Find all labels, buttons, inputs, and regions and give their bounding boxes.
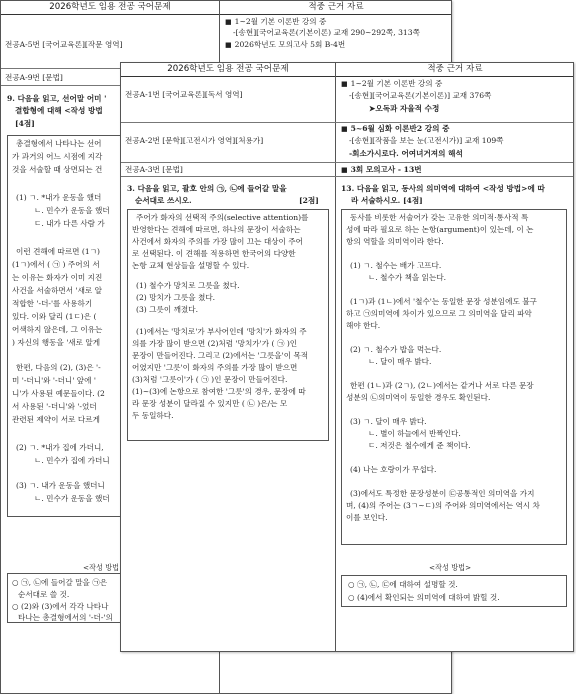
front-row-a1-label: 전공A-1번 [국어교육론][독서 영역]	[125, 90, 243, 99]
front-row-a3-label: 전공A-3번 [문법]	[125, 165, 183, 174]
front-q13-passage-line: (1ㄱ)과 (1ㄴ)에서 '철수'는 동일한 문장 성분임에도 불구	[350, 297, 537, 306]
front-row-a3-source-1: ■ 3회 모의고사 - 13번	[341, 164, 422, 175]
front-q13-line-2: 라 서술하시오. [4점]	[351, 196, 423, 205]
back-passage-line: 총결형에서 나타나는 선어	[16, 139, 102, 148]
front-q3-example: (1) 철수가 망치로 그릇을 쳤다.	[136, 281, 240, 290]
back-method-line: 타나는 총결형에서의 '-더-'의	[18, 613, 113, 622]
back-passage-example: (3) ㄱ. 내가 운동을 했더니	[16, 481, 105, 490]
front-q3-passage-line: (1)~(3)에 논항으로 참여한 '그릇'의 경우, 문장에 따	[132, 387, 306, 396]
front-q3-example: (2) 망치가 그릇을 쳤다.	[136, 293, 216, 302]
front-row-a3	[121, 163, 574, 177]
back-passage-line: 적합한 '-더-'를 사용하기	[12, 299, 93, 308]
back-passage-example: ㄴ. 민수가 집에 가더니	[34, 456, 110, 465]
back-passage-example: ㄷ. 내가 다른 사람 가	[34, 219, 105, 228]
back-passage-line: 관련된 제약이 서로 다르게	[12, 415, 100, 424]
back-passage-example: ㄴ. 민수가 운동을 했더	[34, 494, 110, 503]
back-method-line: ○ (2)와 (3)에서 각각 나타나	[12, 602, 109, 611]
front-document-page	[120, 62, 574, 652]
front-q3-line-2: 순서대로 쓰시오.	[135, 196, 192, 205]
back-q9-line-2: 결합형에 대해 <작성 방법	[15, 106, 103, 115]
back-passage-line: 미 '-더니'와 '-더니' 앞에 '	[12, 376, 96, 385]
front-q3-passage-line: (1)에서는 '망치로'가 부사어인데 '망치'가 화자의 주	[136, 327, 307, 336]
back-passage-line: 사건을 서술하면서 '새로 알	[12, 286, 103, 295]
front-method-line: ○ (4)에서 확인되는 의미역에 대하여 밝힐 것.	[348, 593, 500, 602]
back-row-a5	[1, 15, 452, 69]
front-q3-passage-line: 로 선택된다. 이 견해를 적용하면 한국어의 다양한	[132, 249, 296, 258]
front-row-a1-source-2: -[송현][국어교육론(기본이론)] 교재 376쪽	[349, 91, 492, 100]
front-q3-passage-line: 사건에서 화자의 주의를 가장 많이 끄는 대상이 주어	[132, 237, 303, 246]
front-q3-passage-line: 반영한다는 견해에 따르면, 하나의 문장이 서술하는	[132, 225, 301, 234]
back-method-line: ○ ㉠, ㉡에 들어갈 말을 ㉠은	[12, 578, 108, 587]
front-q3-passage-line: 문장이 만들어진다. 그리고 (2)에서는 '그릇을'이 목적	[132, 351, 309, 360]
front-q3-passage-line: 의를 가장 많이 받으면 (2)처럼 '망치가'가 ( ㉠ )인	[132, 339, 298, 348]
back-row-a9-label: 전공A-9번 [문법]	[5, 73, 63, 82]
back-row-a5-label: 전공A-5번 [국어교육론][작문 영역]	[5, 40, 123, 49]
back-passage-line: 한편, 다음의 (2), (3)은 '-	[16, 363, 101, 372]
back-q9-line-1: 9. 다음을 읽고, 선어말 어미 '	[7, 94, 107, 103]
back-row-a5-source-1: ■ 1~2월 기본 이론반 강의 중	[225, 16, 326, 27]
back-passage-line: 서 사용된 '-더니'와 '-었더	[12, 402, 97, 411]
front-q13-passage-line: 며, (4)의 주어는 (3ㄱ~ㄷ)의 주어와 의미역에서는 역시 차	[346, 501, 540, 510]
front-q13-passage-line: 하고 ㉠의미역에 차이가 있으므로 그 의미역을 달리 파악	[346, 309, 532, 318]
front-q3-passage-line: (3)처럼 '그릇이'가 ( ㉠ )인 문장이 만들어진다.	[132, 375, 288, 384]
front-q13-example: (1) ㄱ. 철수는 배가 고프다.	[350, 261, 442, 270]
front-header-exam-title: 2026학년도 임용 전공 국어문제	[121, 63, 335, 77]
front-row-a2-source-1: ■ 5~6월 심화 이론반2 강의 중	[341, 123, 449, 134]
back-header-evidence-title: 적중 근거 자료	[219, 1, 452, 15]
front-method-line: ○ ㉠, ㉡, ㉢에 대하여 설명할 것.	[348, 580, 458, 589]
front-q3-line-1: 3. 다음을 읽고, 괄호 안의 ㉠, ㉡에 들어갈 말을	[127, 184, 287, 193]
front-row-a2	[121, 123, 574, 163]
front-row-a2-source-3: -회소가시로다. 어여녀거져의 해석	[349, 149, 463, 158]
front-q13-passage-line: 이를 보인다.	[346, 513, 388, 522]
back-passage-line: 가 과거의 어느 시점에 지각	[12, 152, 103, 161]
front-q13-passage-line: 한편 (1ㄴ)과 (2ㄱ), (2ㄴ)에서는 같거나 서로 다른 문장	[350, 381, 534, 390]
front-q3-passage-line: 논항 교체 현상들을 설명할 수 있다.	[132, 261, 250, 270]
back-passage-line: 것을 서술할 때 상면되는 건	[12, 165, 103, 174]
front-q3-passage-line: 두 동일하다.	[132, 411, 174, 420]
front-q13-passage-line: 성분의 ㉡의미역이 동일한 경우도 확인된다.	[346, 393, 491, 402]
front-q3-passage-box	[127, 209, 329, 441]
back-passage-example: (2) ㄱ. *내가 집에 가더니,	[16, 443, 104, 452]
front-q3-passage-line: 주어가 화자의 선택적 주의(selective attention)를	[136, 213, 309, 222]
front-q13-passage-line: 성에 따라 필요로 하는 논항(argument)이 있는데, 이 논	[346, 225, 534, 234]
front-q13-example: ㄷ. 저것은 철수에게 준 책이다.	[368, 441, 471, 450]
front-q13-passage-box	[341, 209, 567, 545]
front-method-title: <작성 방법>	[429, 563, 472, 572]
front-method-box	[341, 575, 567, 607]
back-header-exam-title: 2026학년도 임용 전공 국어문제	[1, 1, 219, 15]
back-passage-line: 어색하지 않은데, 그 이유는	[12, 325, 103, 334]
back-passage-example: ㄴ. 민수가 운동을 했더	[34, 206, 110, 215]
front-header-evidence-title: 적중 근거 자료	[335, 63, 574, 77]
back-row-a5-source-3: ■ 2026학년도 모의고사 5회 B-4번	[225, 39, 345, 50]
front-q13-example: (3) ㄱ. 달이 매우 밝다.	[350, 417, 427, 426]
back-passage-line: 이런 견해에 따르면 (1ㄱ)	[16, 247, 101, 256]
front-q3-points: [2점]	[299, 196, 319, 205]
back-method-line: 순서대로 쓸 것.	[18, 590, 70, 599]
back-passage-line: ) 자신의 행동을 '새로 알게	[12, 338, 101, 347]
front-q3-passage-line: 라 문장 성분이 달라질 수 있지만 ( ㉡ )은/는 모	[132, 399, 288, 408]
front-q13-passage-line: 항의 역할을 의미역이라 한다.	[346, 237, 444, 246]
front-q13-passage-line: (3)에서도 특정한 문장성분이 ㉢공통적인 의미역을 가지	[350, 489, 535, 498]
front-q13-example: ㄴ. 별이 하늘에서 반짝인다.	[368, 429, 461, 438]
back-passage-line: (1ㄱ)에서 ( ㉠ ) 주어의 서	[12, 260, 100, 269]
front-q3-passage-line: 어였지만 '그릇'이 화자의 주의를 가장 많이 받으면	[132, 363, 298, 372]
front-row-a2-label: 전공A-2번 [문학][고전시가 영역][처용가]	[125, 136, 264, 145]
front-row-a2-source-2: -[송현][작품을 보는 눈(고전시가)] 교재 109쪽	[349, 136, 504, 145]
back-q9-points: [4점]	[15, 119, 35, 128]
back-row-a5-source-2: -[송현][국어교육론(기본이론) 교재 290~292쪽, 313쪽	[233, 28, 420, 37]
front-row-a1-source-3: ➤오독과 자율적 수정	[369, 104, 440, 113]
front-row-a1-source-1: ■ 1~2월 기본 이론반 강의 중	[341, 78, 442, 89]
front-q13-example: ㄴ. 철수가 책을 읽는다.	[368, 273, 447, 282]
front-q13-example: (4) 나는 호랑이가 무섭다.	[350, 465, 437, 474]
front-row-a1	[121, 77, 574, 123]
back-passage-line: 니'가 사용된 예문들이다. (2	[12, 389, 105, 398]
back-passage-line: 있다. 이와 달리 (1ㄷ)은 (	[12, 312, 97, 321]
front-q13-passage-line: 동사를 비롯한 서술어가 갖는 고유한 의미적·통사적 특	[350, 213, 529, 222]
front-q3-example: (3) 그릇이 깨졌다.	[136, 305, 199, 314]
front-q13-line-1: 13. 다음을 읽고, 동사의 의미역에 대하여 <작성 방법>에 따	[341, 184, 545, 193]
front-q13-passage-line: 해야 한다.	[346, 321, 381, 330]
back-method-title: <작성 방법	[83, 563, 120, 572]
front-q13-example: (2) ㄱ. 철수가 밥을 먹는다.	[350, 345, 442, 354]
back-passage-example: (1) ㄱ. *내가 운동을 했더	[16, 193, 102, 202]
back-passage-line: 는 이유는 화자가 이미 지진	[12, 273, 103, 282]
front-q13-example: ㄴ. 달이 매우 밝다.	[368, 357, 432, 366]
